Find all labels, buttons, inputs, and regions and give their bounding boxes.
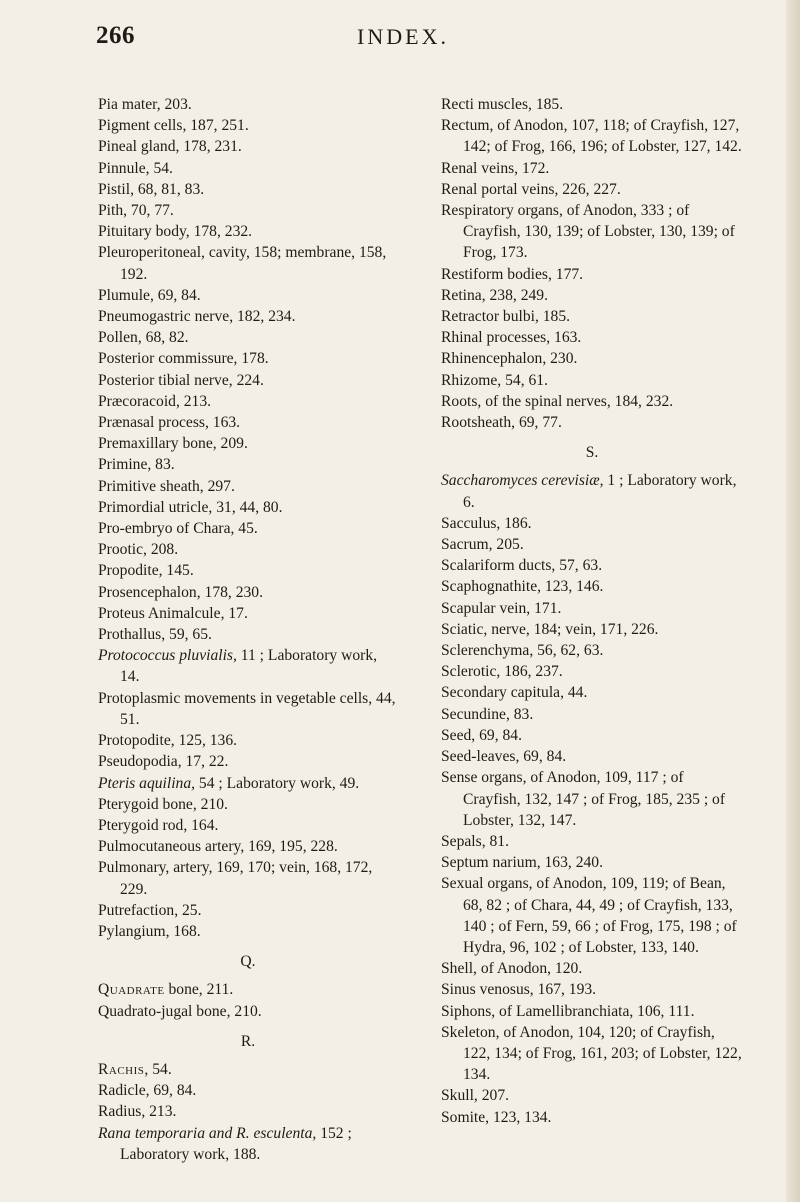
section-letter: R. <box>240 1032 256 1050</box>
index-entry <box>98 200 398 221</box>
entry-text: Prænasal process, 163. <box>98 414 241 432</box>
entry-text: Sense organs, of Anodon, 109, 117 ; of Crayfish, 132, 147 ; of Frog, 185, 235 ; of Lobster, 132, 147. <box>441 769 726 829</box>
index-entry <box>441 746 743 767</box>
entry-text: Pia mater, 203. <box>98 96 192 113</box>
index-entry <box>98 518 398 539</box>
entry-text: 1 ; Laboratory work, 6. <box>463 472 737 511</box>
index-entry <box>441 513 743 534</box>
running-head: INDEX. <box>357 24 449 49</box>
entry-text: Rhinal processes, 163. <box>441 329 582 347</box>
index-entry <box>98 476 398 497</box>
entry-text: Pterygoid rod, 164. <box>98 816 219 834</box>
index-entry <box>98 582 398 603</box>
index-entry <box>441 682 743 703</box>
index-entry <box>98 1059 398 1080</box>
entry-text: Pleuroperitoneal, cavity, 158; membrane, 158, 192. <box>98 244 387 283</box>
index-entry <box>441 327 743 348</box>
entry-text: Primordial utricle, 31, 44, 80. <box>98 498 283 516</box>
index-entry <box>98 857 398 899</box>
index-entry <box>441 158 743 179</box>
index-column-right <box>441 94 743 1128</box>
page-number: 266 <box>96 22 135 49</box>
entry-text: Renal portal veins, 226, 227. <box>441 180 621 198</box>
index-entry <box>98 115 398 136</box>
page-header <box>96 22 710 62</box>
index-entry <box>98 730 398 751</box>
entry-text: Retractor bulbi, 185. <box>441 308 571 326</box>
index-entry <box>441 576 743 597</box>
entry-text: Recti muscles, 185. <box>441 96 564 113</box>
entry-text: Posterior tibial nerve, 224. <box>98 371 264 389</box>
entry-italic-term: Protococcus pluvialis, <box>98 647 237 665</box>
index-entry <box>98 306 398 327</box>
entry-text: Pro-embryo of Chara, 45. <box>98 520 258 538</box>
entry-text: Renal veins, 172. <box>441 159 550 177</box>
entry-italic-term: Rana temporaria and R. esculenta, <box>98 1124 317 1142</box>
entry-text: Rhinencephalon, 230. <box>441 350 578 368</box>
entry-text: Scalariform ducts, 57, 63. <box>441 557 603 575</box>
entry-text: Seed, 69, 84. <box>441 726 522 744</box>
entry-italic-term: Pteris aquilina, <box>98 774 196 792</box>
index-entry <box>98 285 398 306</box>
entry-text: Septum narium, 163, 240. <box>441 854 603 872</box>
entry-text: Rootsheath, 69, 77. <box>441 414 562 432</box>
index-entry <box>441 370 743 391</box>
index-entry <box>98 815 398 836</box>
entry-text: Sacrum, 205. <box>441 536 524 554</box>
index-entry <box>441 619 743 640</box>
index-entry <box>98 773 398 794</box>
index-entry <box>98 412 398 433</box>
index-entry <box>98 454 398 475</box>
entry-text: Roots, of the spinal nerves, 184, 232. <box>441 392 674 410</box>
index-entry <box>98 836 398 857</box>
index-entry <box>441 115 743 157</box>
entry-text: Propodite, 145. <box>98 562 194 580</box>
index-entry <box>98 221 398 242</box>
index-entry <box>441 555 743 576</box>
index-entry <box>441 306 743 327</box>
index-entry <box>441 285 743 306</box>
index-entry <box>98 1123 398 1165</box>
index-entry <box>441 831 743 852</box>
index-entry <box>98 136 398 157</box>
entry-text: Protopodite, 125, 136. <box>98 732 238 750</box>
index-entry <box>98 1080 398 1101</box>
index-entry <box>98 979 398 1000</box>
index-entry <box>98 94 398 115</box>
entry-text: Pistil, 68, 81, 83. <box>98 180 205 198</box>
index-entry <box>98 794 398 815</box>
entry-text: Shell, of Anodon, 120. <box>441 960 583 978</box>
entry-text: Sclerenchyma, 56, 62, 63. <box>441 642 604 660</box>
entry-text: Siphons, of Lamellibranchiata, 106, 111. <box>441 1002 695 1020</box>
index-entry <box>441 391 743 412</box>
entry-text: Pineal gland, 178, 231. <box>98 138 242 156</box>
entry-text: Pylangium, 168. <box>98 922 201 940</box>
entry-text: Seed-leaves, 69, 84. <box>441 748 567 766</box>
entry-text: Pterygoid bone, 210. <box>98 795 228 813</box>
entry-text: Scaphognathite, 123, 146. <box>441 578 604 596</box>
entry-text: Prootic, 208. <box>98 541 179 559</box>
index-entry <box>441 979 743 1000</box>
section-letter: Q. <box>240 953 256 971</box>
entry-text: Scapular vein, 171. <box>441 599 562 617</box>
entry-text: Pollen, 68, 82. <box>98 329 189 347</box>
entry-text: Prothallus, 59, 65. <box>98 626 212 644</box>
entry-text: Skull, 207. <box>441 1087 510 1105</box>
entry-text: Secondary capitula, 44. <box>441 684 588 702</box>
entry-text: Rhizome, 54, 61. <box>441 371 548 389</box>
index-entry <box>98 179 398 200</box>
entry-text: Sciatic, nerve, 184; vein, 171, 226. <box>441 620 659 638</box>
entry-text: , 54. <box>144 1060 172 1078</box>
entry-text: Skeleton, of Anodon, 104, 120; of Crayfish, 122, 134; of Frog, 161, 203; of Lobster, 122, 134. <box>441 1023 742 1084</box>
entry-text: Putrefaction, 25. <box>98 901 202 919</box>
entry-text: Primitive sheath, 297. <box>98 477 235 495</box>
entry-text: bone, 211. <box>164 981 234 999</box>
entry-text: Restiform bodies, 177. <box>441 265 584 283</box>
index-column-left <box>98 94 398 1165</box>
index-entry <box>98 327 398 348</box>
index-entry <box>441 725 743 746</box>
index-entry <box>441 1085 743 1106</box>
entry-text: Pituitary body, 178, 232. <box>98 223 253 241</box>
entry-text: Premaxillary bone, 209. <box>98 435 248 453</box>
entry-text: Quadrato-jugal bone, 210. <box>98 1002 262 1020</box>
index-entry <box>98 688 398 730</box>
index-entry <box>98 497 398 518</box>
index-entry <box>441 200 743 264</box>
index-entry <box>98 391 398 412</box>
index-entry <box>441 348 743 369</box>
entry-small-caps-term: Rachis <box>98 1060 145 1078</box>
index-entry <box>98 560 398 581</box>
index-entry <box>441 598 743 619</box>
index-entry <box>441 412 743 433</box>
entry-text: Pith, 70, 77. <box>98 202 174 220</box>
index-entry <box>441 1022 743 1086</box>
index-entry <box>98 751 398 772</box>
entry-text: Præcoracoid, 213. <box>98 392 212 410</box>
entry-text: Pigment cells, 187, 251. <box>98 117 249 135</box>
index-entry <box>98 433 398 454</box>
index-entry <box>441 179 743 200</box>
entry-text: Pseudopodia, 17, 22. <box>98 753 229 771</box>
entry-text: Primine, 83. <box>98 456 175 474</box>
index-entry <box>441 264 743 285</box>
entry-italic-term: Saccharomyces cerevisiæ, <box>441 472 604 490</box>
index-entry <box>98 1101 398 1122</box>
index-entry <box>441 661 743 682</box>
entry-text: Pulmonary, artery, 169, 170; vein, 168, 172, 229. <box>98 859 373 898</box>
section-letter: S. <box>585 444 599 462</box>
index-entry <box>98 900 398 921</box>
entry-small-caps-term: Quadrate <box>98 981 165 999</box>
entry-text: Retina, 238, 249. <box>441 286 548 304</box>
index-entry <box>98 242 398 284</box>
index-entry <box>441 704 743 725</box>
entry-text: Secundine, 83. <box>441 705 534 723</box>
index-entry <box>98 370 398 391</box>
entry-text: Somite, 123, 134. <box>441 1108 552 1126</box>
index-entry <box>98 603 398 624</box>
index-entry <box>441 1107 743 1128</box>
entry-text: Rectum, of Anodon, 107, 118; of Crayfish, 127, 142; of Frog, 166, 196; of Lobster, 127, 142. <box>441 117 742 156</box>
index-entry <box>441 534 743 555</box>
entry-text: Proteus Animalcule, 17. <box>98 604 248 622</box>
entry-text: 152 ; Laboratory work, 188. <box>120 1124 352 1163</box>
index-entry <box>98 921 398 942</box>
entry-text: 54 ; Laboratory work, 49. <box>195 774 360 792</box>
entry-text: Radicle, 69, 84. <box>98 1082 197 1100</box>
entry-text: Plumule, 69, 84. <box>98 286 201 304</box>
entry-text: Pulmocutaneous artery, 169, 195, 228. <box>98 838 338 856</box>
index-entry <box>98 539 398 560</box>
index-entry <box>441 470 743 512</box>
entry-text: Sinus venosus, 167, 193. <box>441 981 597 999</box>
entry-text: Sclerotic, 186, 237. <box>441 663 563 681</box>
index-entry <box>98 158 398 179</box>
entry-text: Pinnule, 54. <box>98 159 173 177</box>
index-entry <box>441 958 743 979</box>
entry-text: Pneumogastric nerve, 182, 234. <box>98 308 296 326</box>
index-entry <box>441 640 743 661</box>
entry-text: Sexual organs, of Anodon, 109, 119; of Bean, 68, 82 ; of Chara, 44, 49 ; of Crayfish, 133, 140 ; of Fern, 59, 66 ; of Frog, 175, 198 ; of Hydra, 96, 102 ; of Lobster, 133, 140. <box>441 875 737 956</box>
entry-text: Radius, 213. <box>98 1103 177 1121</box>
entry-text: Protoplasmic movements in vegetable cells, 44, 51. <box>98 689 396 728</box>
index-entry <box>98 645 398 687</box>
entry-text: 11 ; Laboratory work, 14. <box>120 647 378 686</box>
entry-text: Sacculus, 186. <box>441 514 532 532</box>
entry-text: Respiratory organs, of Anodon, 333 ; of Crayfish, 130, 139; of Lobster, 130, 139; of Frog, 173. <box>441 202 735 262</box>
index-entry <box>441 873 743 958</box>
index-entry <box>98 1001 398 1022</box>
entry-text: Prosencephalon, 178, 230. <box>98 583 264 601</box>
index-entry <box>98 624 398 645</box>
index-entry <box>441 852 743 873</box>
page-edge <box>786 0 800 1202</box>
entry-text: Posterior commissure, 178. <box>98 350 269 368</box>
index-entry <box>441 94 743 115</box>
index-entry <box>441 767 743 831</box>
entry-text: Sepals, 81. <box>441 832 510 850</box>
index-entry <box>441 1001 743 1022</box>
index-entry <box>98 348 398 369</box>
